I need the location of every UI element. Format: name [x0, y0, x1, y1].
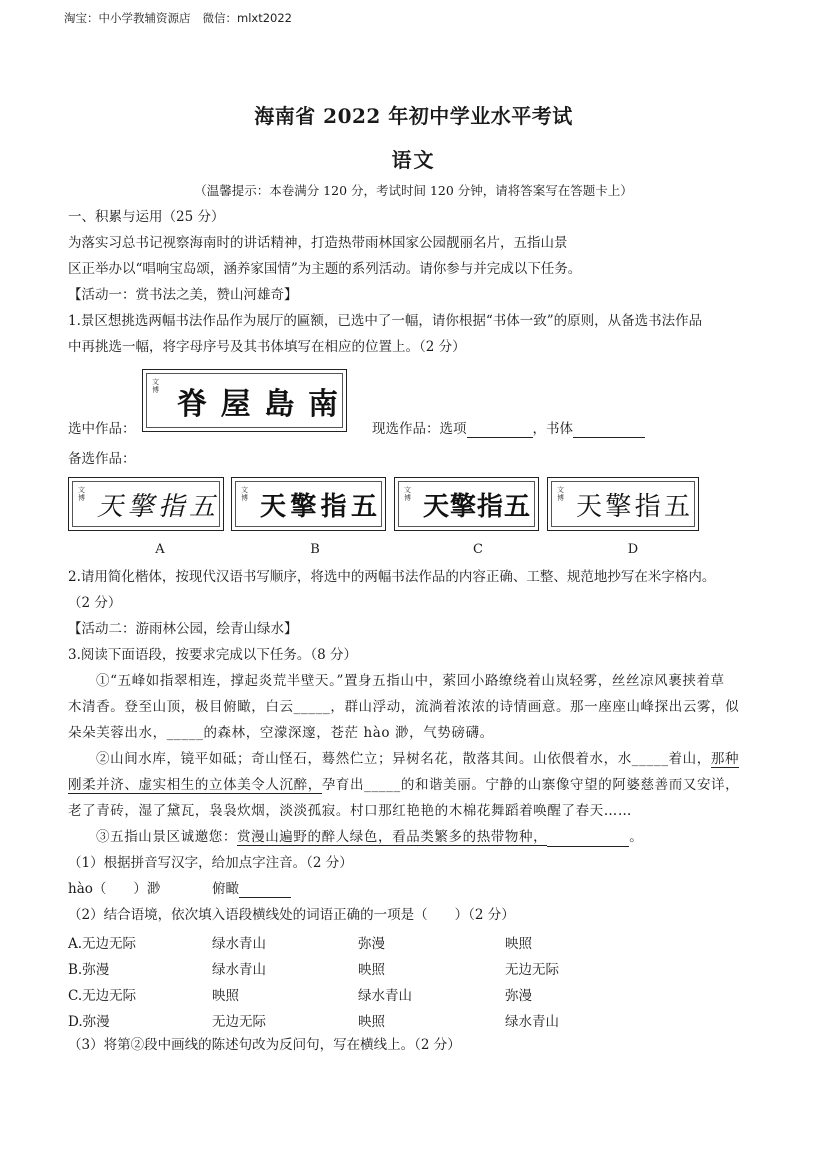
- current-selection: [372, 420, 645, 438]
- shop-label: 淘宝：中小学教辅资源店: [64, 11, 191, 25]
- callig-char: 五: [663, 491, 690, 522]
- callig-char: 天: [97, 491, 124, 522]
- callig-char: 天: [260, 491, 287, 522]
- p3-answer-blank[interactable]: [547, 832, 629, 847]
- alternatives-label: 备选作品：: [68, 451, 136, 467]
- section-heading: 一、积累与运用（25 分）: [68, 209, 225, 225]
- subq2-heading: （2）结合语境，依次填入语段横线处的词语正确的一项是（ ）（2 分）: [68, 907, 515, 923]
- seal-mark: 文博: [152, 378, 159, 394]
- choice-b-col3: 映照: [358, 962, 385, 978]
- callig-char: 天: [423, 491, 450, 522]
- subq1-item-b: [212, 880, 291, 898]
- option-d-letter: D: [627, 542, 639, 557]
- seal-mark: 文博: [404, 486, 411, 502]
- choice-a-col4: 映照: [505, 936, 532, 952]
- word: 俯瞰: [212, 881, 239, 897]
- pinyin-answer-blank[interactable]: [239, 883, 291, 898]
- wechat-label: 微信：mlxt2022: [202, 11, 292, 25]
- p3-end: 。: [629, 829, 644, 845]
- q1-line-2: 中再挑选一幅，将字母序号及其书体填写在相应的位置上。（2 分）: [68, 339, 466, 355]
- page-title: 海南省 2022 年初中学业水平考试: [254, 104, 573, 128]
- q2-line-1: 2.请用简化楷体，按现代汉语书写顺序，将选中的两幅书法作品的内容正确、工整、规范地抄写在米字格内。: [68, 569, 716, 585]
- q3-heading: 3.阅读下面语段，按要求完成以下任务。（8 分）: [68, 647, 358, 663]
- callig-char: 五: [188, 491, 215, 522]
- option-d-calligraphy: [547, 477, 699, 531]
- choice-c-col1: C.无边无际: [68, 988, 137, 1004]
- seal-mark: 文博: [241, 486, 248, 502]
- choice-b-col2: 绿水青山: [212, 962, 266, 978]
- script-answer-blank[interactable]: [573, 423, 645, 438]
- passage-p1-line-3: 朵朵芙蓉出水，_____的森林，空濛深邃，苍茫 hào 渺，气势磅礴。: [68, 725, 494, 741]
- choice-b-col1: B.弥漫: [68, 962, 110, 978]
- passage-p3: [96, 828, 643, 847]
- callig-char: 指: [320, 491, 347, 522]
- p2-text: ②山间水库，镜平如砥；奇山怪石，蓦然伫立；异树名花，散落其间。山依偎着水，水_____着山，: [96, 751, 711, 767]
- passage-p1-line-2: 木清香。登至山顶，极目俯瞰，白云_____，群山浮动，流淌着浓浓的诗情画意。那一座座山峰探出云雾，似: [68, 699, 740, 715]
- callig-char: 五: [503, 491, 530, 522]
- selected-label: 选中作品：: [68, 421, 136, 437]
- underlined-phrase: 赏漫山遍野的醉人绿色，看品类繁多的热带物种，: [237, 829, 548, 845]
- subq1-heading: （1）根据拼音写汉字，给加点字注音。（2 分）: [68, 855, 353, 871]
- subq1-item-a: hào（ ）渺: [68, 881, 161, 897]
- passage-p2-line-2: [68, 776, 739, 794]
- underlined-sentence: 那种: [710, 751, 740, 767]
- option-a-calligraphy: [68, 477, 224, 531]
- subject-title: 语文: [391, 148, 436, 172]
- callig-char: 島: [264, 386, 295, 422]
- choice-c-col3: 绿水青山: [358, 988, 412, 1004]
- choice-b-col4: 无边无际: [505, 962, 559, 978]
- option-a-letter: A: [155, 542, 165, 557]
- callig-char: 擎: [127, 491, 154, 522]
- exam-tip: （温馨提示：本卷满分 120 分，考试时间 120 分钟，请将答案写在答题卡上）: [194, 183, 633, 198]
- callig-char: 脊: [177, 386, 207, 422]
- choice-c-col2: 映照: [212, 988, 239, 1004]
- option-answer-blank[interactable]: [467, 423, 533, 438]
- choice-d-col1: D.弥漫: [68, 1014, 110, 1030]
- callig-char: 五: [350, 491, 377, 522]
- callig-char: 南: [307, 386, 338, 422]
- underlined-sentence: 刚柔并济、虚实相生的立体美令人沉醉，: [68, 777, 322, 793]
- activity-1-heading: 【活动一：赏书法之美，赞山河雄奇】: [68, 287, 298, 303]
- q2-line-2: （2 分）: [68, 595, 122, 611]
- choice-d-col3: 映照: [358, 1014, 385, 1030]
- callig-char: 擎: [449, 491, 476, 522]
- activity-2-heading: 【活动二：游雨林公园，绘青山绿水】: [68, 621, 298, 637]
- callig-char: 指: [158, 491, 185, 522]
- callig-char: 指: [634, 491, 661, 522]
- p3-text: ③五指山景区诚邀您：: [96, 829, 237, 845]
- selected-calligraphy: [142, 369, 347, 432]
- intro-line-2: 区正举办以“唱响宝岛颂，涵养家国情”为主题的系列活动。请你参与并完成以下任务。: [68, 261, 582, 277]
- callig-char: 擎: [290, 491, 317, 522]
- p2-text: 孕育出_____的和谐美丽。宁静的山寨像守望的阿婆慈善而又安详，: [321, 777, 740, 793]
- option-c-calligraphy: [394, 477, 539, 531]
- callig-char: 天: [576, 491, 603, 522]
- passage-p2-line-1: [96, 750, 739, 768]
- passage-p2-line-3: 老了青砖，湿了黛瓦，袅袅炊烟，淡淡孤寂。村口那红艳艳的木棉花舞蹈着唤醒了春天……: [68, 803, 632, 819]
- script-label: ，书体: [532, 421, 573, 437]
- choice-d-col4: 绿水青山: [505, 1014, 559, 1030]
- choice-a-col1: A.无边无际: [68, 936, 137, 952]
- option-b-letter: B: [310, 542, 320, 557]
- seal-mark: 文博: [78, 486, 85, 502]
- callig-char: 擎: [605, 491, 632, 522]
- option-label: 现选作品：选项: [372, 421, 467, 437]
- choice-c-col4: 弥漫: [505, 988, 532, 1004]
- q1-line-1: 1.景区想挑选两幅书法作品作为展厅的匾额，已选中了一幅，请你根据“书体一致”的原则，从备选书法作品: [68, 313, 703, 329]
- option-b-calligraphy: [231, 477, 386, 531]
- callig-char: 屋: [220, 386, 251, 422]
- choice-d-col2: 无边无际: [212, 1014, 266, 1030]
- callig-char: 指: [476, 491, 503, 522]
- passage-p1-line-1: ①“五峰如指翠相连，撑起炎荒半壁天。”置身五指山中，萦回小路缭绕着山岚轻雾，丝丝凉风裹挟着草: [96, 673, 725, 689]
- subq3-heading: （3）将第②段中画线的陈述句改为反问句，写在横线上。（2 分）: [68, 1037, 461, 1053]
- choice-a-col2: 绿水青山: [212, 936, 266, 952]
- option-c-letter: C: [473, 542, 483, 557]
- choice-a-col3: 弥漫: [358, 936, 385, 952]
- seal-mark: 文博: [557, 486, 564, 502]
- intro-line-1: 为落实习总书记视察海南时的讲话精神，打造热带雨林国家公园靓丽名片，五指山景: [68, 235, 568, 251]
- page-header: [64, 10, 292, 26]
